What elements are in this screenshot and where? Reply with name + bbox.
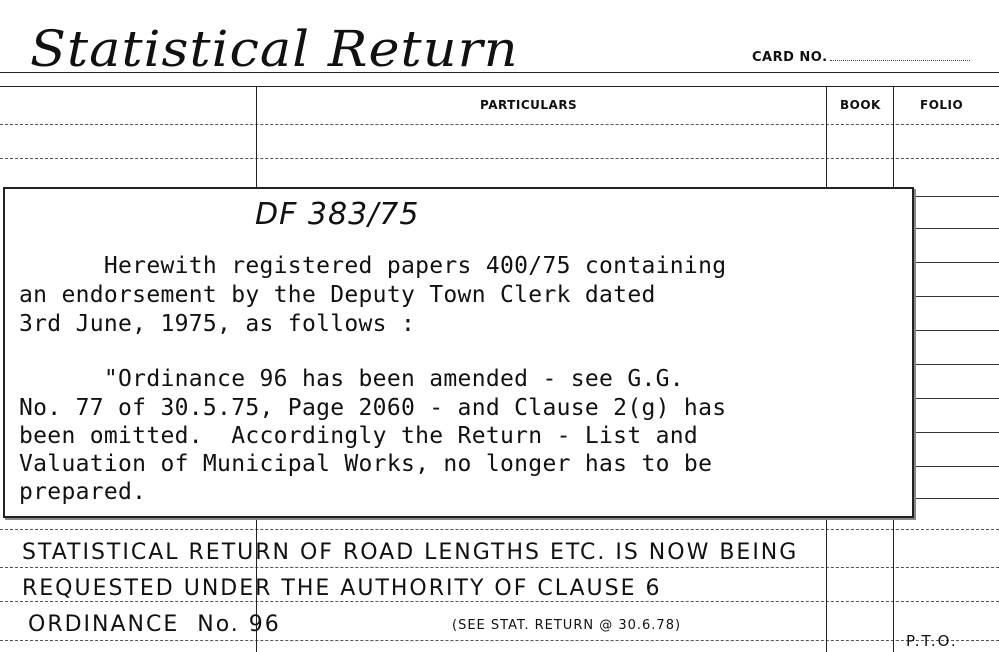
ruled-line [0,124,999,125]
typed-line: Valuation of Municipal Works, no longer has to be [19,451,713,477]
typed-line: No. 77 of 30.5.75, Page 2060 - and Clause 2(g) has [19,395,727,421]
handwritten-note: (SEE STAT. RETURN @ 30.6.78) [452,618,682,633]
ruled-line [912,262,999,263]
typed-line: an endorsement by the Deputy Town Clerk dated [19,282,656,308]
typed-line: "Ordinance 96 has been amended - see G.G. [19,366,684,392]
reference-number: DF 383/75 [255,197,420,232]
ruled-line [912,498,999,499]
pasted-typed-slip [3,187,914,518]
title-underline [0,72,999,73]
typed-line: been omitted. Accordingly the Return - List and [19,423,699,449]
ruled-line [0,529,999,530]
ruled-line [912,364,999,365]
ruled-line [0,640,999,641]
ruled-line [0,601,999,602]
card-number-field [752,50,970,65]
ruled-line [912,466,999,467]
pto-note: P.T.O. [906,632,958,650]
ruled-line [912,228,999,229]
ruled-line [0,158,999,159]
column-header-particulars: PARTICULARS [480,98,578,112]
column-header-book: BOOK [840,98,881,112]
handwritten-line: STATISTICAL RETURN OF ROAD LENGTHS ETC. IS NOW BEING [22,540,799,565]
header-top-rule [0,86,999,87]
ruled-line [912,330,999,331]
card-number-label: CARD NO. [752,50,828,65]
handwritten-line: REQUESTED UNDER THE AUTHORITY OF CLAUSE 6 [22,576,662,601]
card-number-blank [830,60,970,61]
ruled-line [0,567,999,568]
ruled-line [912,432,999,433]
typed-line: Herewith registered papers 400/75 containing [19,253,727,279]
ruled-line [912,296,999,297]
typed-line: 3rd June, 1975, as follows : [19,311,416,337]
ruled-line [912,196,999,197]
ruled-line [912,398,999,399]
handwritten-line: ORDINANCE No. 96 [28,612,281,637]
card-title: Statistical Return [30,20,519,78]
typed-line: prepared. [19,479,147,505]
column-header-folio: FOLIO [920,98,964,112]
